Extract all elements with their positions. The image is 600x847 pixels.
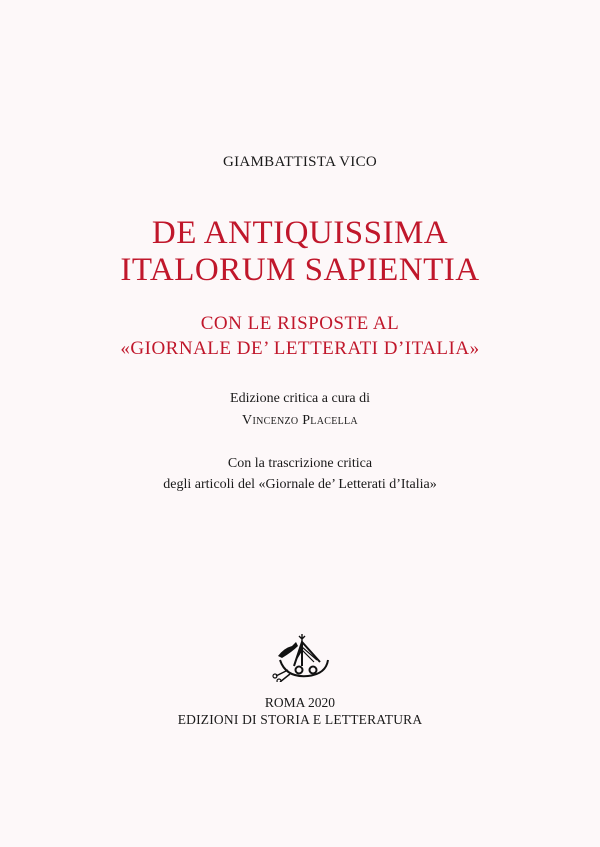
title-line-1: DE ANTIQUISSIMA <box>151 215 449 251</box>
publisher-logo-icon <box>268 630 334 682</box>
imprint-place-year: ROMA 2020 <box>264 695 336 710</box>
subtitle-line-1: CON LE RISPOSTE AL <box>200 313 400 334</box>
editor-name: Vincenzo Placella <box>242 413 358 428</box>
edition-label: Edizione critica a cura di <box>230 391 370 406</box>
title-line-2: ITALORUM SAPIENTIA <box>120 252 480 288</box>
note-line-1: Con la trascrizione critica <box>227 456 373 471</box>
note-line-2: degli articoli del «Giornale de’ Letterati d’Italia» <box>163 477 437 492</box>
author-name: GIAMBATTISTA VICO <box>222 154 378 170</box>
subtitle-line-2: «GIORNALE DE’ LETTERATI D’ITALIA» <box>120 338 480 359</box>
publisher-name: EDIZIONI DI STORIA E LETTERATURA <box>177 712 423 727</box>
